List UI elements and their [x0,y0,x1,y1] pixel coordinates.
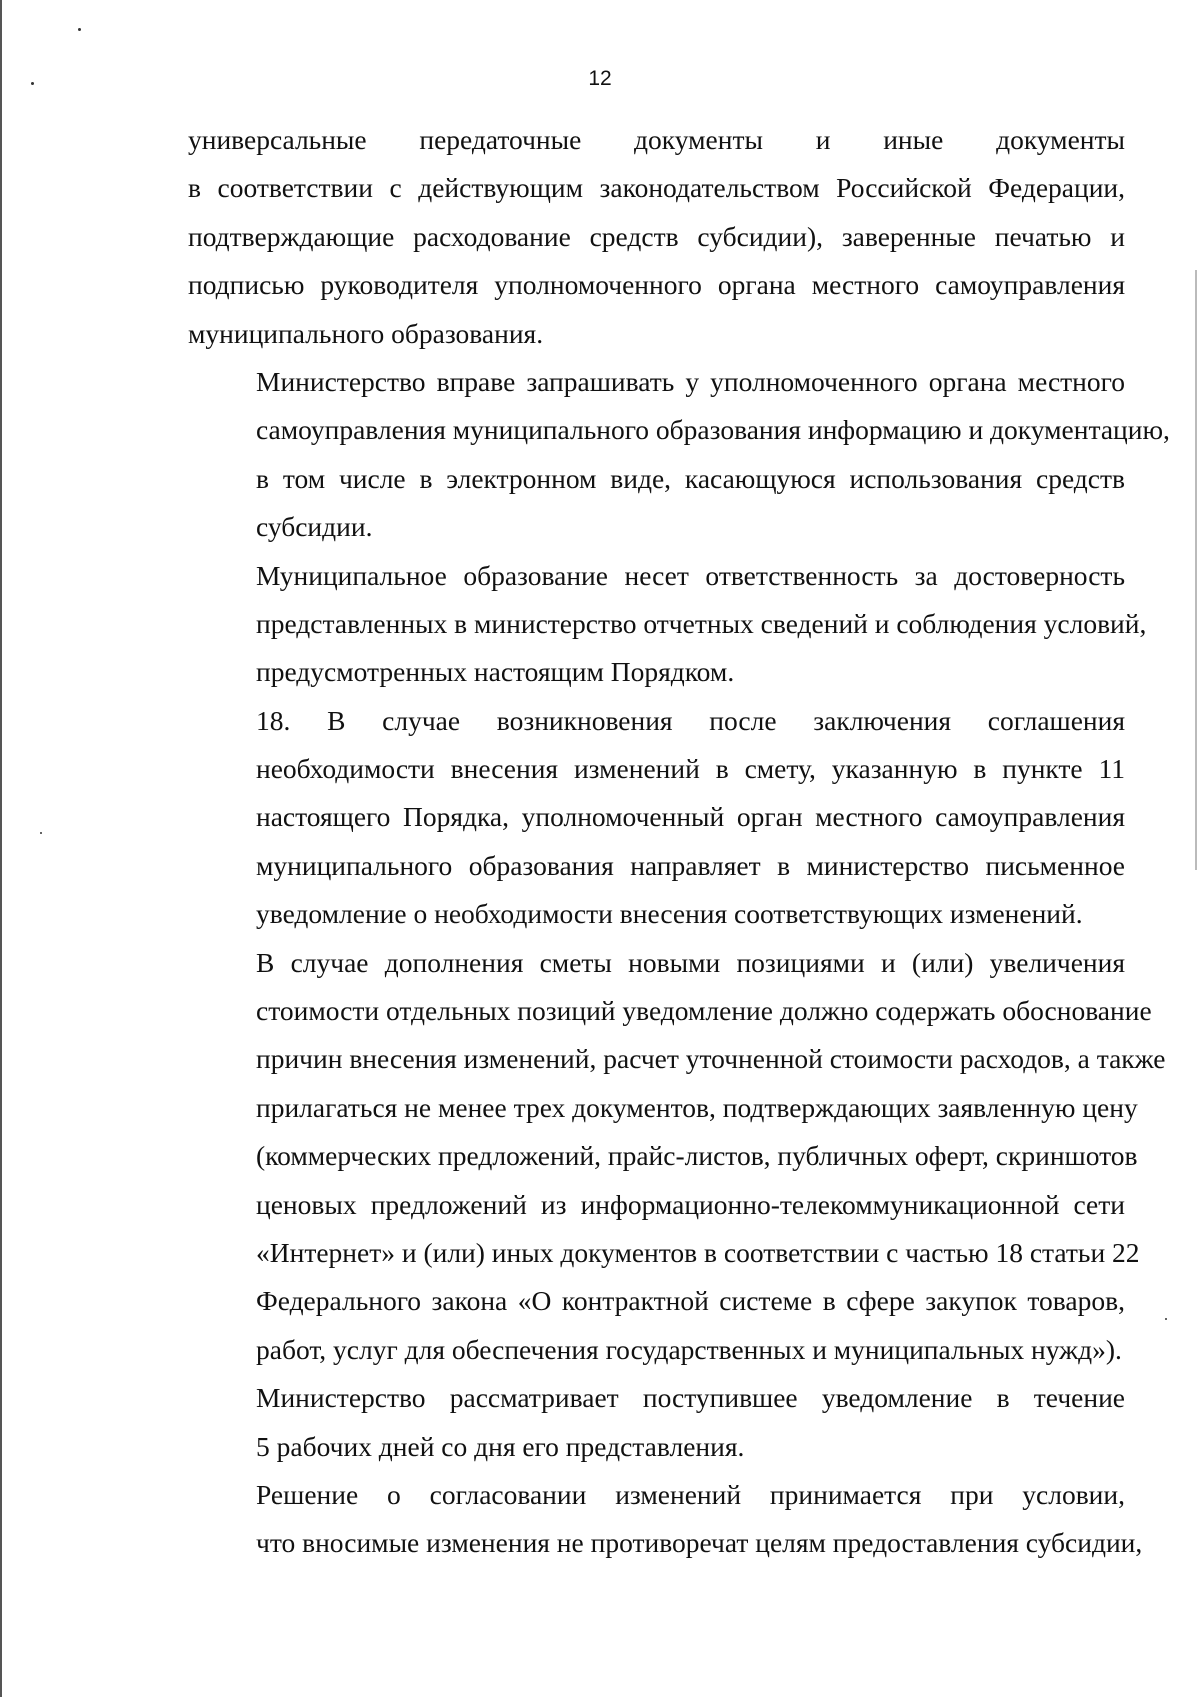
text-line: самоуправления муниципального образования информацию и документацию, [256,414,1170,446]
text-line: ценовых предложений из информационно-телекоммуникационной сети [256,1188,1125,1220]
text-line: прилагаться не менее трех документов, подтверждающих заявленную цену [256,1091,1138,1123]
text-line: стоимости отдельных позиций уведомление должно содержать обоснование [256,995,1152,1027]
paragraph [188,1374,1125,1471]
text-line: Министерство вправе запрашивать у уполномоченного органа местного [256,365,1125,397]
text-line: подписью руководителя уполномоченного органа местного самоуправления [188,269,1125,301]
text-line: Министерство рассматривает поступившее уведомление в течение [256,1382,1125,1414]
text-line: (коммерческих предложений, прайс-листов, публичных оферт, скриншотов [256,1140,1138,1172]
text-line: субсидии. [256,511,373,543]
text-line: настоящего Порядка, уполномоченный орган местного самоуправления [256,801,1125,833]
text-line: необходимости внесения изменений в смету, указанную в пункте 11 [256,753,1125,785]
paragraph [188,697,1125,939]
paragraph [188,1471,1143,1568]
page-number: 12 [588,67,612,90]
text-line: муниципального образования направляет в министерство письменное [256,849,1125,881]
text-line: предусмотренных настоящим Порядком. [256,656,735,688]
scan-speck [1165,1318,1167,1320]
paragraph [188,552,1147,697]
text-line: в соответствии с действующим законодательством Российской Федерации, [188,172,1125,204]
text-line: 18. В случае возникновения после заключения соглашения [256,704,1125,736]
text-line: причин внесения изменений, расчет уточненной стоимости расходов, а также [256,1043,1166,1075]
paragraph [188,358,1170,552]
scan-left-edge [0,0,2,1697]
text-line: муниципального образования. [188,317,544,349]
text-line: В случае дополнения сметы новыми позициями и (или) увеличения [256,946,1125,978]
document-body [188,116,1170,1568]
text-line: универсальные передаточные документы и иные документы [188,124,1125,155]
text-line: «Интернет» и (или) иных документов в соответствии с частью 18 статьи 22 [256,1236,1140,1268]
scan-right-edge [1195,270,1197,870]
text-line: представленных в министерство отчетных сведений и соблюдения условий, [256,607,1147,639]
scan-speck [78,28,81,31]
text-line: 5 рабочих дней со дня его представления. [256,1430,745,1462]
scan-speck [40,832,42,834]
text-line: Решение о согласовании изменений принимается при условии, [256,1478,1125,1510]
text-line: работ, услуг для обеспечения государственных и муниципальных нужд»). [256,1333,1122,1365]
text-line: Федерального закона «О контрактной системе в сфере закупок товаров, [256,1285,1125,1317]
paragraph [188,116,1125,358]
text-line: в том числе в электронном виде, касающуюся использования средств [256,462,1125,494]
text-line: Муниципальное образование несет ответственность за достоверность [256,559,1125,591]
text-line: уведомление о необходимости внесения соответствующих изменений. [256,898,1083,930]
text-line: что вносимые изменения не противоречат целям предоставления субсидии, [256,1527,1143,1559]
text-line: подтверждающие расходование средств субсидии), заверенные печатью и [188,220,1125,252]
paragraph [188,939,1166,1375]
